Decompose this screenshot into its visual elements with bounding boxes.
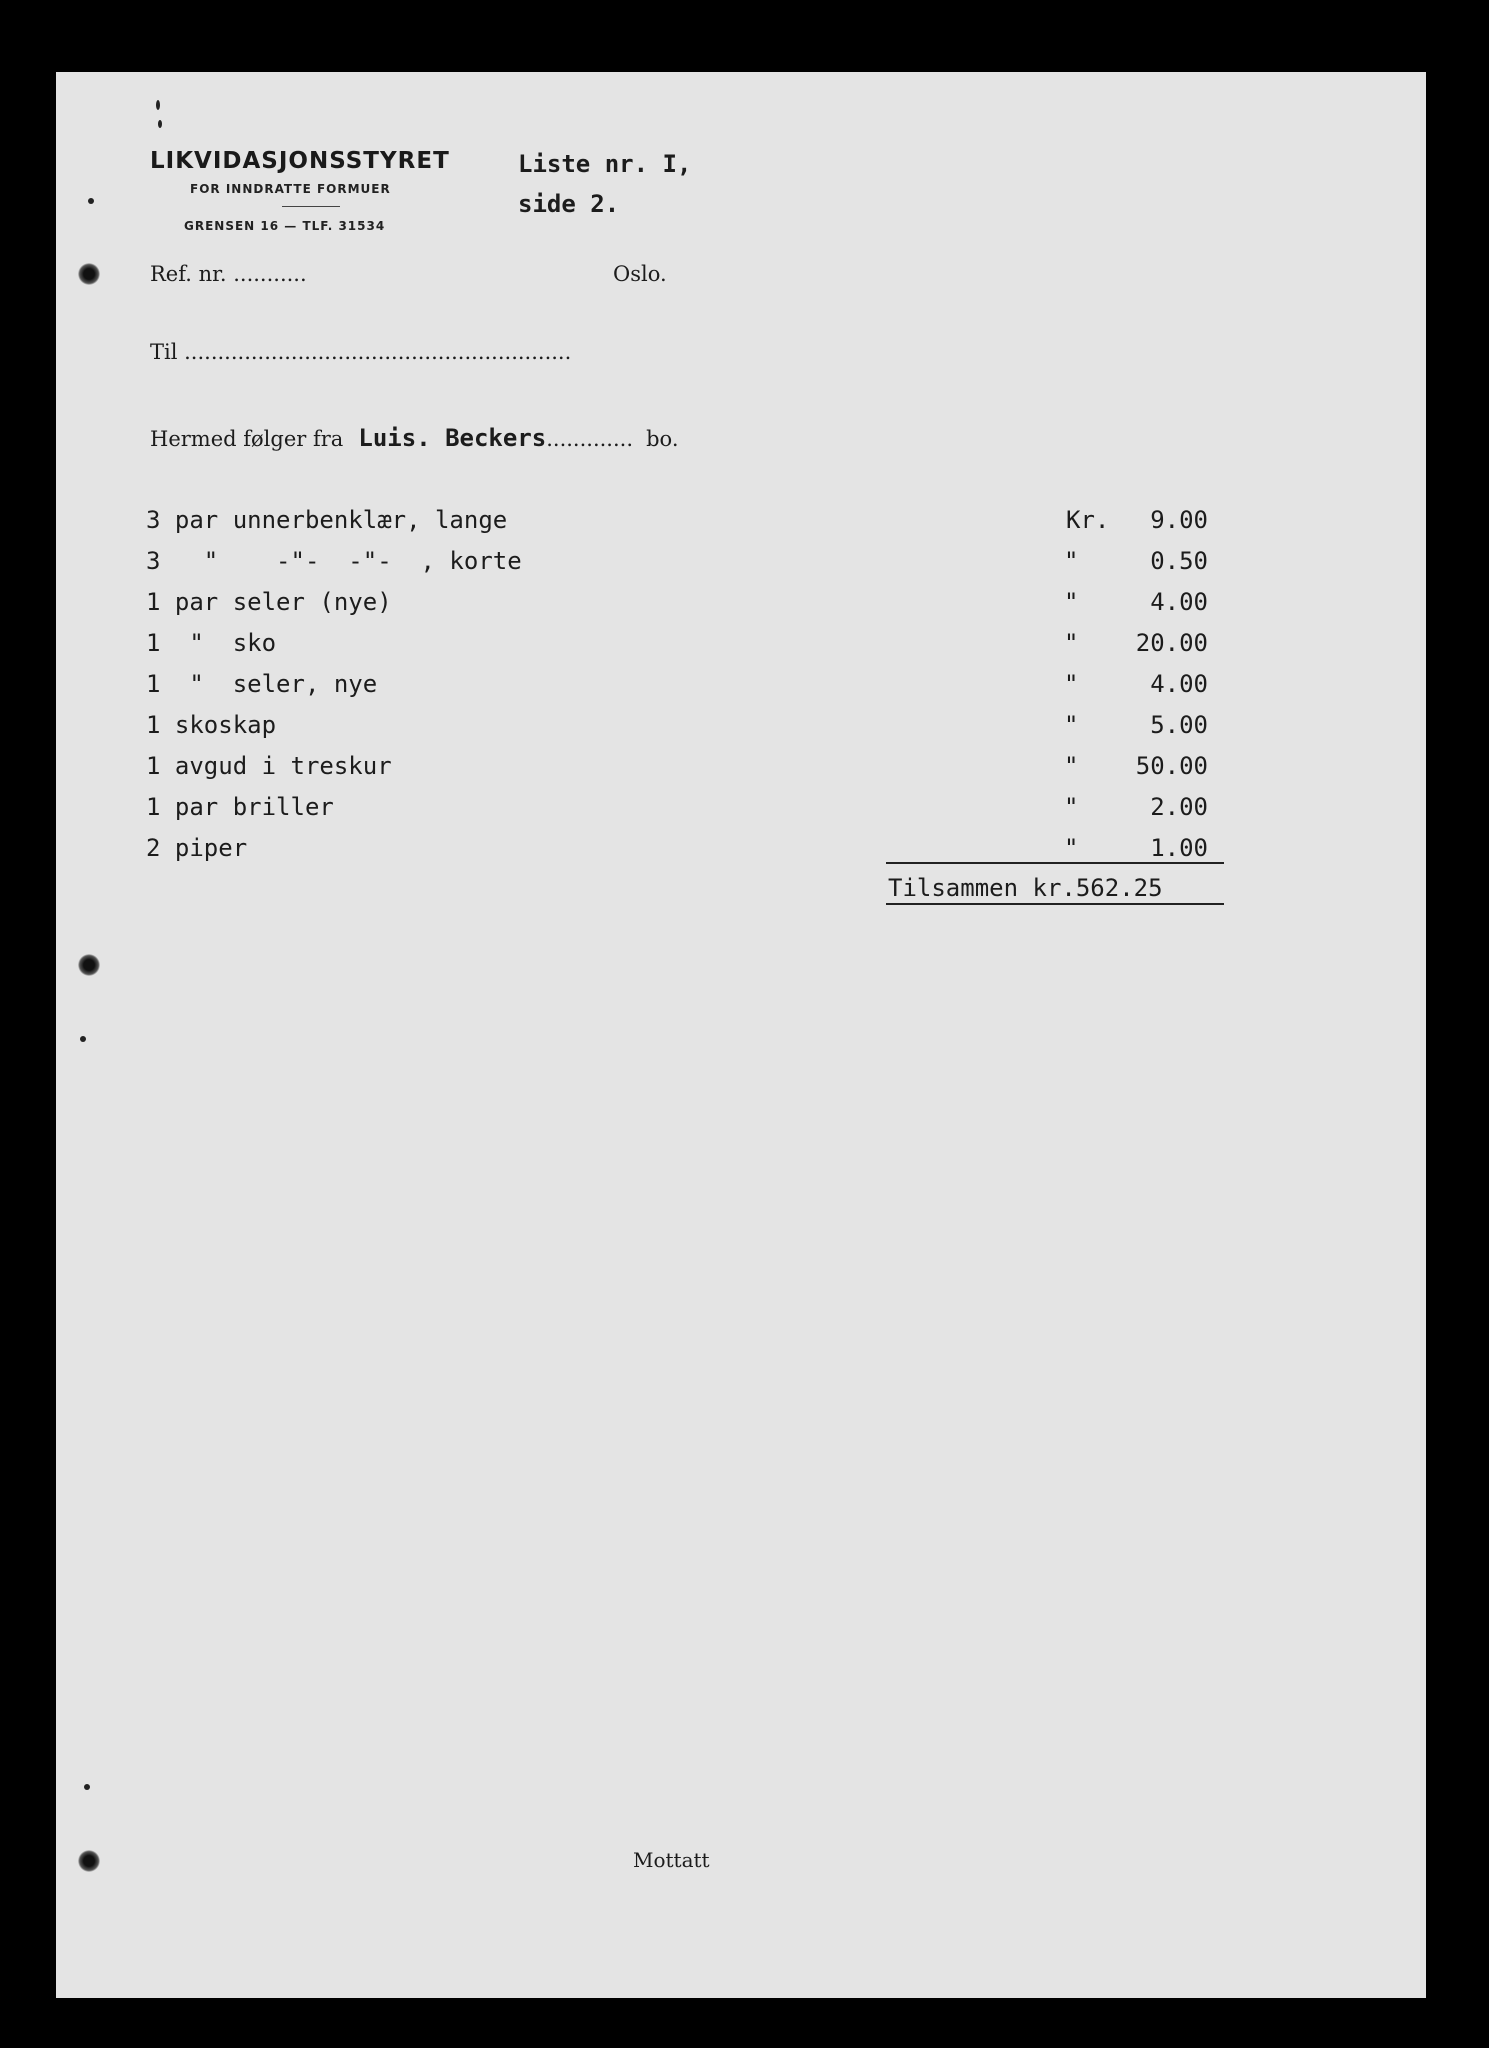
item-amount: 4.00	[1150, 670, 1208, 698]
total-line: Tilsammen kr.562.25	[888, 874, 1163, 902]
item-ditto-mark: "	[1064, 793, 1079, 821]
item-amount: 2.00	[1150, 793, 1208, 821]
item-ditto-mark: "	[1064, 834, 1079, 862]
paper-speck	[80, 1036, 86, 1042]
ref-number-label: Ref. nr. ...........	[150, 262, 307, 286]
item-currency: Kr.	[1066, 506, 1110, 534]
item-description: 1 par seler (nye)	[146, 588, 392, 616]
item-description: 3 par unnerbenklær, lange	[146, 506, 508, 534]
recipient-label: Til ..........................................................	[150, 340, 572, 364]
list-number: Liste nr. I,	[518, 150, 692, 178]
item-amount: 1.00	[1150, 834, 1208, 862]
list-page: side 2.	[518, 190, 620, 218]
paper-speck	[158, 120, 162, 128]
paper-speck	[84, 1784, 90, 1790]
received-label: Mottatt	[633, 1848, 710, 1872]
sender-line	[150, 424, 679, 452]
item-description: 1 skoskap	[146, 711, 277, 739]
item-amount: 0.50	[1150, 547, 1208, 575]
item-ditto-mark: "	[1064, 711, 1079, 739]
city-label: Oslo.	[613, 262, 667, 286]
sender-suffix: bo.	[646, 427, 679, 451]
letterhead-divider	[282, 206, 340, 207]
item-ditto-mark: "	[1064, 670, 1079, 698]
item-amount: 4.00	[1150, 588, 1208, 616]
sender-label: Hermed følger fra	[150, 427, 344, 451]
item-amount: 20.00	[1135, 629, 1208, 657]
sum-rule-bottom	[886, 903, 1224, 905]
item-ditto-mark: "	[1064, 752, 1079, 780]
item-description: 1 " seler, nye	[146, 670, 378, 698]
item-description: 1 " sko	[146, 629, 277, 657]
item-ditto-mark: "	[1064, 629, 1079, 657]
paper-speck	[156, 100, 160, 110]
sum-rule-top	[886, 862, 1224, 864]
letterhead-organization: LIKVIDASJONSSTYRET	[150, 148, 450, 174]
paper-speck	[88, 198, 94, 204]
item-description: 1 par briller	[146, 793, 334, 821]
item-description: 2 piper	[146, 834, 248, 862]
letterhead-subtitle: FOR INNDRATTE FORMUER	[190, 182, 391, 196]
punch-hole-middle	[78, 954, 100, 976]
item-amount: 5.00	[1150, 711, 1208, 739]
sender-name: Luis. Beckers	[358, 424, 547, 452]
sender-dots: .............	[546, 427, 634, 451]
item-description: 3 " -"- -"- , korte	[146, 547, 522, 575]
punch-hole-top	[78, 263, 100, 285]
item-amount: 9.00	[1150, 506, 1208, 534]
item-ditto-mark: "	[1064, 588, 1079, 616]
item-ditto-mark: "	[1064, 547, 1079, 575]
letterhead-address: GRENSEN 16 — TLF. 31534	[184, 219, 386, 233]
item-amount: 50.00	[1135, 752, 1208, 780]
punch-hole-bottom	[78, 1850, 100, 1872]
item-description: 1 avgud i treskur	[146, 752, 392, 780]
